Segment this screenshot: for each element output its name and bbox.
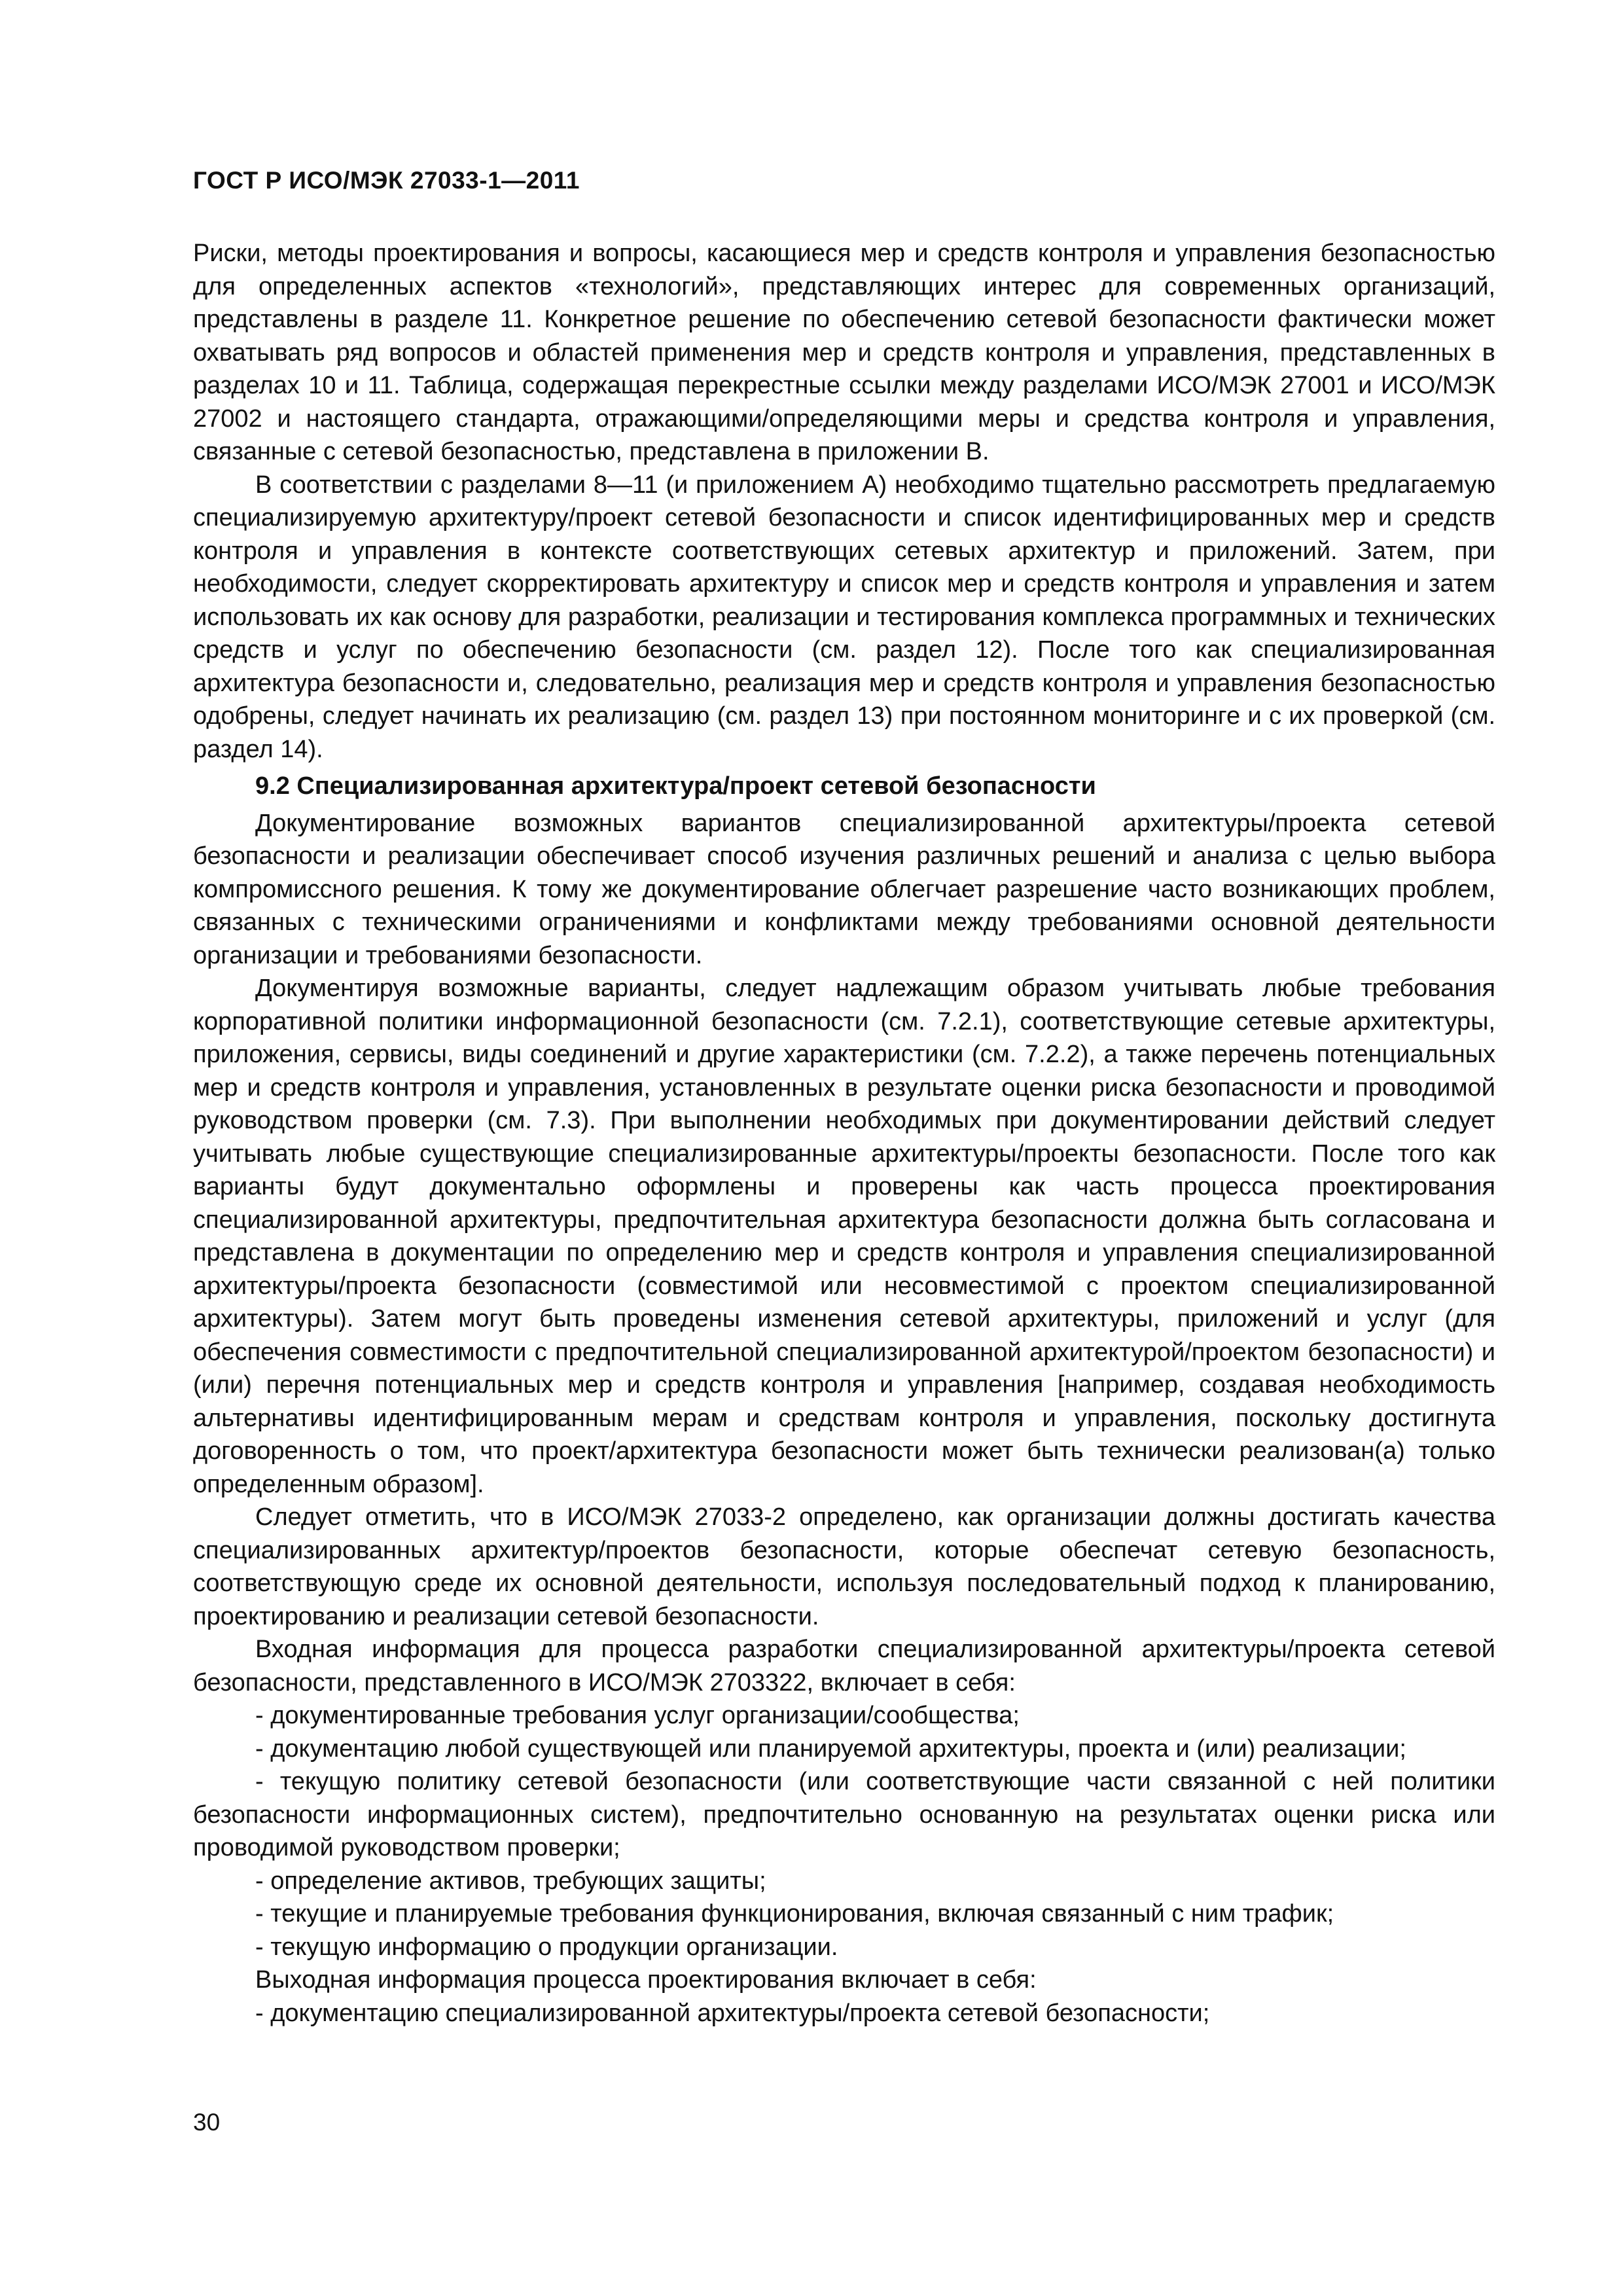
list-item: - текущую информацию о продукции организации. bbox=[255, 1933, 838, 1961]
section-paragraph: Следует отметить, что в ИСО/МЭК 27033-2 определено, как организации должны достигать качества специализированных архитектур/проектов безопасности, которые обеспечат сетевую безопасность, соответствующую среде их основной деятельности, используя последовательный подход к планированию, проектированию и реализации сетевой безопасности. bbox=[193, 1503, 1495, 1630]
document-header-title: ГОСТ Р ИСО/МЭК 27033-1—2011 bbox=[193, 167, 580, 194]
section-paragraph: Документирование возможных вариантов специализированной архитектуры/проекта сетевой безопасности и реализации обеспечивает способ изучения различных решений и анализа с целью выбора компромиссного решения. К тому же документирование облегчает разрешение часто возникающих проблем, связанных с техническими ограничениями и конфликтами между требованиями основной деятельности организации и требованиями безопасности. bbox=[193, 809, 1495, 969]
page-number: 30 bbox=[193, 2109, 221, 2136]
section-paragraph: Входная информация для процесса разработки специализированной архитектуры/проекта сетевой безопасности, представленного в ИСО/МЭК 2703322, включает в себя: bbox=[193, 1636, 1495, 1696]
list-item: - текущую политику сетевой безопасности (или соответствующие части связанной с ней политики безопасности информационных систем), предпочтительно основанную на результатах оценки риска или проводимой руководством проверки; bbox=[193, 1768, 1495, 1861]
list-item: - текущие и планируемые требования функционирования, включая связанный с ним трафик; bbox=[255, 1900, 1334, 1928]
section-paragraph: Документируя возможные варианты, следует надлежащим образом учитывать любые требования корпоративной политики информационной безопасности (см. 7.2.1), соответствующие сетевые архитектуры, приложения, сервисы, виды соединений и другие характеристики (см. 7.2.2), а также перечень потенциальных мер и средств контроля и управления, установленных в результате оценки риска безопасности и проводимой руководством проверки (см. 7.3). При выполнении необходимых при документировании действий следует учитывать любые существующие специализированные архитектуры/проекты безопасности. После того как варианты будут документально оформлены и проверены как часть процесса проектирования специализированной архитектуры, предпочтительная архитектура безопасности должна быть согласована и представлена в документации по определению мер и средств контроля и управления специализированной архитектуры/проекта безопасности (совместимой или несовместимой с проектом специализированной архитектуры). Затем могут быть проведены изменения сетевой архитектуры, приложений и услуг (для обеспечения совместимости с предпочтительной специализированной архитектурой/проектом безопасности) и (или) перечня потенциальных мер и средств контроля и управления [например, создавая необходимость альтернативы идентифицированным мерам и средствам контроля и управления, поскольку достигнута договоренность о том, что проект/архитектура безопасности может быть технически реализован(а) только определенным образом]. bbox=[193, 975, 1495, 1498]
output-list bbox=[193, 1997, 1495, 2030]
list-item: - документированные требования услуг организации/сообщества; bbox=[255, 1702, 1020, 1729]
page-body bbox=[193, 237, 1495, 2030]
body-paragraph: В соответствии с разделами 8—11 (и приложением А) необходимо тщательно рассмотреть предлагаемую специализируемую архитектуру/проект сетевой безопасности и список идентифицированных мер и средств контроля и управления в контексте соответствующих сетевых архитектур и приложений. Затем, при необходимости, следует скорректировать архитектуру и список мер и средств контроля и управления и затем использовать их как основу для разработки, реализации и тестирования комплекса программных и технических средств и услуг по обеспечению безопасности (см. раздел 12). После того как специализированная архитектура безопасности и, следовательно, реализация мер и средств контроля и управления безопасностью одобрены, следует начинать их реализацию (см. раздел 13) при постоянном мониторинге и с их проверкой (см. раздел 14). bbox=[193, 471, 1495, 763]
list-item: - документацию любой существующей или планируемой архитектуры, проекта и (или) реализации; bbox=[255, 1734, 1406, 1763]
list-item: - документацию специализированной архитектуры/проекта сетевой безопасности; bbox=[255, 1999, 1210, 2027]
list-item: - определение активов, требующих защиты; bbox=[255, 1867, 766, 1895]
section-heading: 9.2 Специализированная архитектура/проект сетевой безопасности bbox=[255, 772, 1096, 800]
input-list bbox=[193, 1699, 1495, 1964]
output-intro: Выходная информация процесса проектирования включает в себя: bbox=[255, 1966, 1037, 1994]
body-paragraph: Риски, методы проектирования и вопросы, касающиеся мер и средств контроля и управления безопасностью для определенных аспектов «технологий», представляющих интерес для современных организаций, представлены в разделе 11. Конкретное решение по обеспечению сетевой безопасности фактически может охватывать ряд вопросов и областей применения мер и средств контроля и управления, представленных в разделах 10 и 11. Таблица, содержащая перекрестные ссылки между разделами ИСО/МЭК 27001 и ИСО/МЭК 27002 и настоящего стандарта, отражающими/определяющими меры и средства контроля и управления, связанные с сетевой безопасностью, представлена в приложении В. bbox=[193, 240, 1495, 465]
